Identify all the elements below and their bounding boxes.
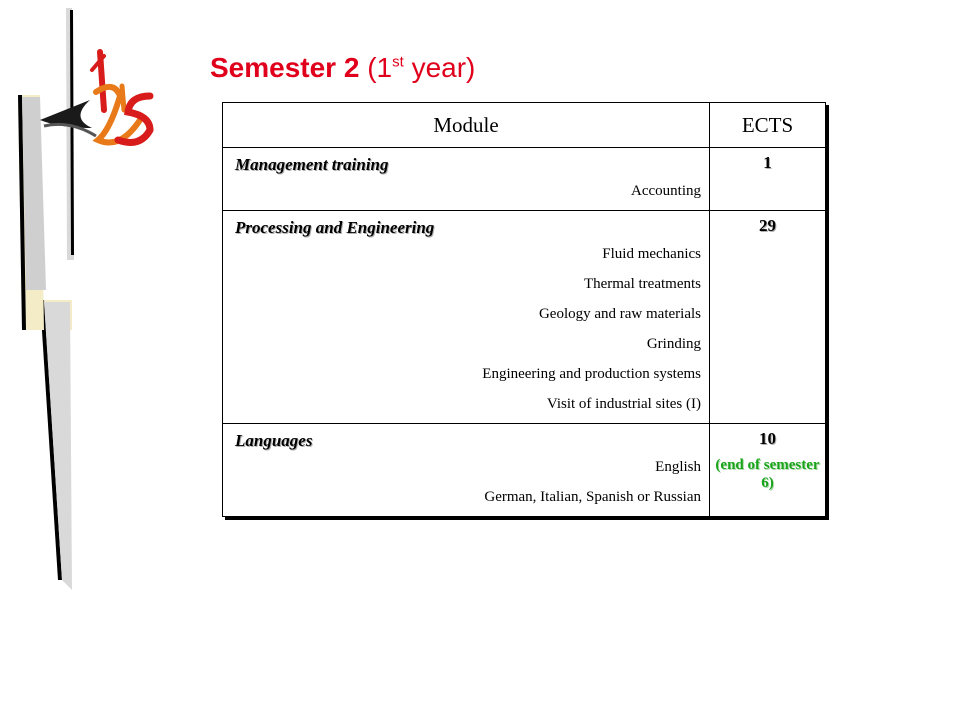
module-item: Geology and raw materials <box>538 306 701 322</box>
title-rest-post: year) <box>403 52 476 83</box>
ects-note: (end of semester 6) <box>715 457 820 491</box>
module-item: English <box>655 459 701 475</box>
header-module: Module <box>223 103 710 148</box>
module-group-name: Processing and Engineering <box>235 218 435 237</box>
ects-value: 1 <box>763 153 772 172</box>
module-cell <box>223 148 710 211</box>
module-cell <box>223 424 710 517</box>
table-row <box>223 424 826 517</box>
title-sup: st <box>392 53 404 71</box>
module-item: German, Italian, Spanish or Russian <box>484 489 701 505</box>
modules-table <box>222 102 826 517</box>
page-title <box>210 52 475 84</box>
module-item: Accounting <box>631 183 701 199</box>
ects-value: 10 <box>759 429 776 448</box>
module-group-name: Languages <box>235 431 313 450</box>
header-ects: ECTS <box>710 103 826 148</box>
ects-value: 29 <box>759 216 776 235</box>
module-cell <box>223 211 710 424</box>
ects-cell <box>710 211 826 424</box>
ects-cell <box>710 424 826 517</box>
table-header-row <box>223 103 826 148</box>
table-row <box>223 148 826 211</box>
module-group-name: Management training <box>235 155 389 174</box>
title-semester: Semester 2 <box>210 52 360 83</box>
module-item: Engineering and production systems <box>482 366 701 382</box>
table-row <box>223 211 826 424</box>
module-item: Fluid mechanics <box>602 246 701 262</box>
title-rest-pre: (1 <box>359 52 393 83</box>
module-item: Grinding <box>646 336 701 352</box>
ects-cell <box>710 148 826 211</box>
module-item: Visit of industrial sites (I) <box>546 396 701 412</box>
module-item: Thermal treatments <box>583 276 701 292</box>
decorative-logo <box>0 0 180 600</box>
